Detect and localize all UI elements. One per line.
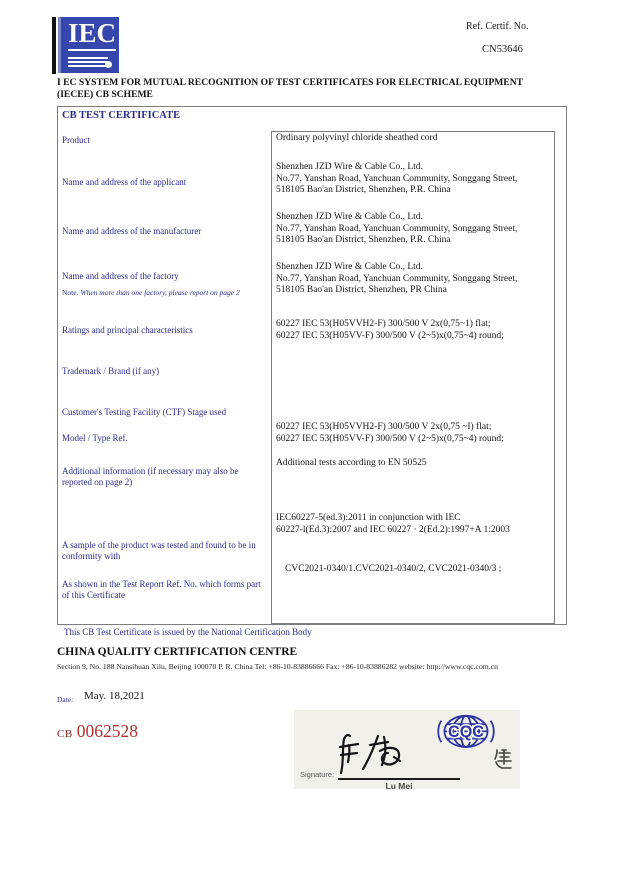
svg-text:CQC: CQC [448, 722, 484, 741]
certificate-title: CB TEST CERTIFICATE [62, 110, 181, 121]
iec-logo-text: IEC [68, 18, 116, 51]
label-conformity: A sample of the product was tested and found to be in conformity with [62, 540, 256, 561]
value-manufacturer: Shenzhen JZD Wire & Cable Co., Ltd. No.77, Yanshan Road, Yanchuan Community, Songgang Street, 518105 Bao'an District, Shenzhen, P.R. China [276, 212, 518, 246]
label-factory-note: Note. When more than one factory, please report on page 2 [62, 288, 240, 297]
label-model-type-ref: Model / Type Ref. [62, 433, 128, 443]
ref-certif-label: Ref. Certif. No. [466, 21, 529, 32]
signature-name: Lu Mei [385, 781, 413, 791]
value-applicant: Shenzhen JZD Wire & Cable Co., Ltd. No.77, Yanshan Road, Yanchuan Community, Songgang Street, 518105 Bao'an District, Shenzhen, P.R. China [276, 162, 518, 196]
value-factory: Shenzhen JZD Wire & Cable Co., Ltd. No.77, Yanshan Road, Yanchuan Community, Songgang Street, 518105 Bao'an District, Shenzhen, PR China [276, 262, 518, 296]
label-ctf-stage: Customer's Testing Facility (CTF) Stage used [62, 407, 227, 417]
stamp-character [493, 748, 513, 770]
signature-handwriting [336, 731, 422, 777]
date-label: Date: [57, 695, 74, 704]
cb-number-value: 0062528 [76, 721, 138, 741]
iec-logo-dot [105, 61, 112, 68]
date-value: May. 18,2021 [84, 690, 145, 702]
cb-certificate-number [57, 721, 138, 742]
value-conformity: IEC60227-5(ed.3):2011 in conjunction with IEC 60227-l(Ed.3):2007 and IEC 60227 · 2(Ed.2):1997+A 1:2003 [276, 513, 510, 535]
label-factory: Name and address of the factory [62, 271, 179, 281]
scheme-heading-line2: (IECEE) CB SCHEME [57, 88, 153, 100]
label-product: Product [62, 135, 90, 145]
certificate-table [57, 106, 567, 625]
value-test-report-ref: CVC2021-0340/1.CVC2021-0340/2, CVC2021-0340/3 ; [285, 564, 502, 574]
value-product: Ordinary polyvinyl chloride sheathed cord [276, 133, 438, 143]
label-additional-info: Additional information (if necessary may also be reported on page 2) [62, 466, 239, 487]
value-model-type-ref: 60227 IEC 53(H05VVH2-F) 300/500 V 2x(0,75 ~I) flat; 60227 IEC 53(H05VV-F) 300/500 V (2~5)x(0,75~4) round; [276, 422, 504, 444]
signature-label: Signature: [300, 770, 335, 779]
value-additional-info: Additional tests according to EN 50525 [276, 458, 427, 468]
signature-line [338, 778, 460, 780]
label-applicant: Name and address of the applicant [62, 177, 187, 187]
issuer-address: Section 9, No. 188 Nansihuan Xilu, Beijing 100070 P. R. China Tel: +86-10-83886666 Fax: +86-10-83886282 website: http://www.cqc.com.cn [57, 662, 498, 671]
scheme-heading-line1: I EC SYSTEM FOR MUTUAL RECOGNITION OF TEST CERTIFICATES FOR ELECTRICAL EQUIPMENT [57, 77, 524, 88]
label-test-report-ref: As shown in the Test Report Ref. No. which forms part of this Certificate [62, 579, 261, 600]
cb-prefix: CB [57, 728, 73, 740]
issued-by-note: This CB Test Certificate is issued by the National Certification Body [64, 627, 312, 637]
cqc-logo [436, 711, 496, 753]
label-trademark: Trademark / Brand (if any) [62, 366, 160, 376]
label-ratings: Ratings and principal characteristics [62, 325, 193, 335]
value-ratings: 60227 IEC 53(H05VVH2-F) 300/500 V 2x(0,75~1) flat; 60227 IEC 53(H05VV-F) 300/500 V (2~5)x(0,75~4) round; [276, 319, 504, 341]
values-box [271, 131, 555, 624]
iec-logo-bar [52, 17, 56, 74]
ref-certif-number: CN53646 [482, 44, 523, 55]
scheme-heading [57, 77, 569, 100]
issuer-name: CHINA QUALITY CERTIFICATION CENTRE [57, 646, 298, 658]
label-manufacturer: Name and address of the manufacturer [62, 226, 202, 236]
iec-logo-box [58, 17, 119, 73]
